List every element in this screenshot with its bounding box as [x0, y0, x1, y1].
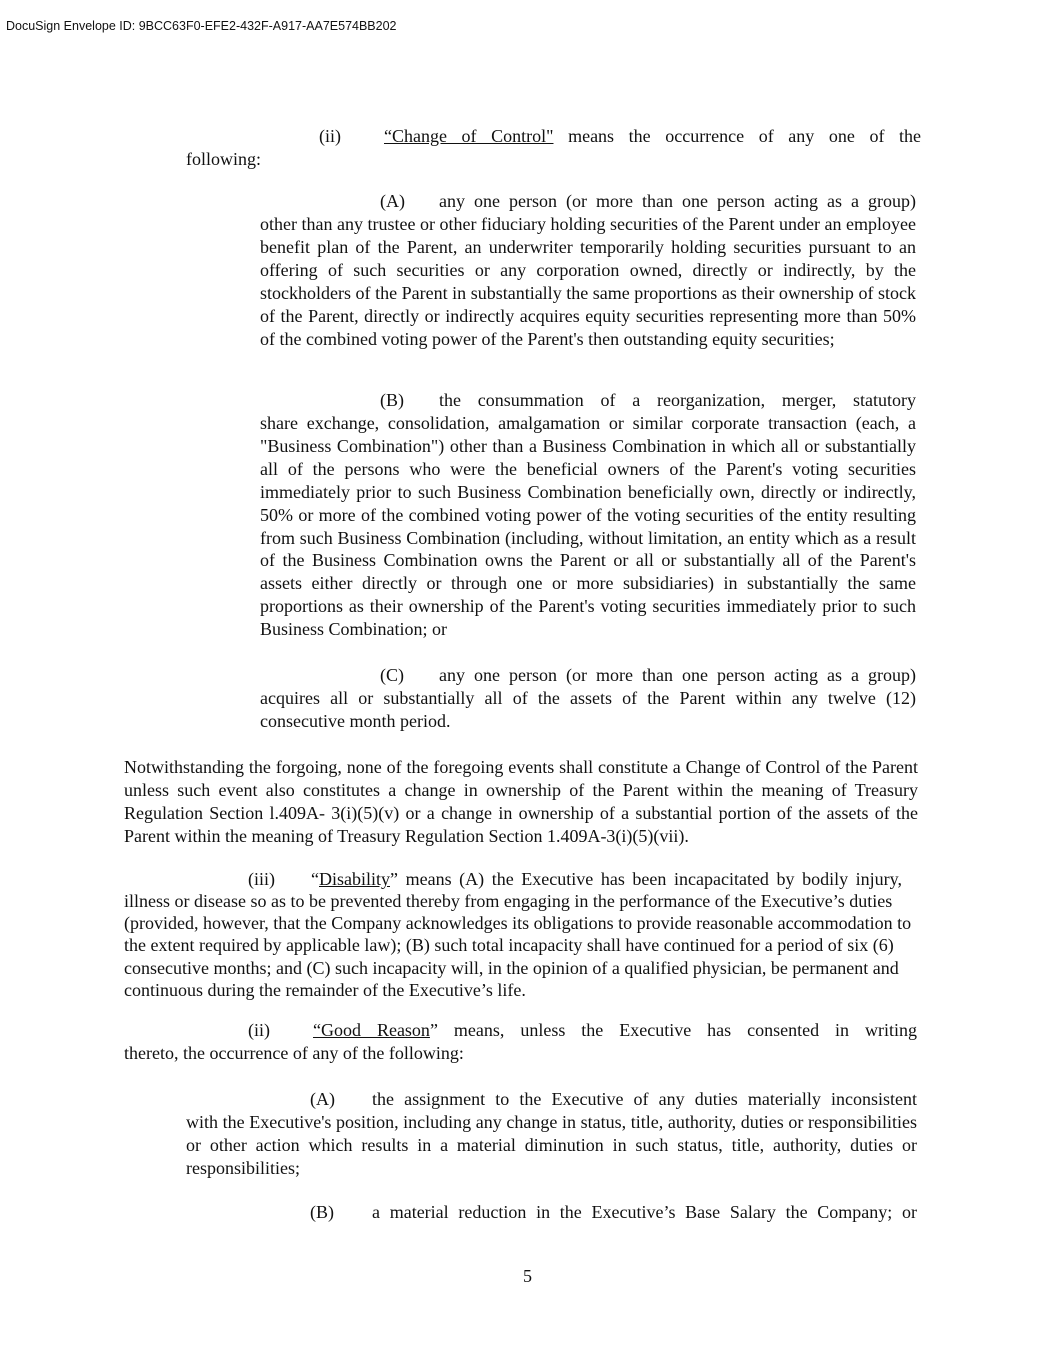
good-reason-clause-b: (B) a material reduction in the Executive’s Base Salary the Company; or	[310, 1202, 917, 1222]
clause-b-first-line: (B) the consummation of a reorganization, merger, statutory	[380, 390, 916, 410]
section-number: (ii)	[319, 126, 341, 146]
clause-c-body: acquires all or substantially all of the assets of the Parent within any twelve (12) consecutive month period.	[260, 688, 916, 731]
clause-label: (B)	[380, 390, 404, 410]
envelope-id: DocuSign Envelope ID: 9BCC63F0-EFE2-432F-A917-AA7E574BB202	[6, 19, 397, 33]
term-change-of-control: “Change of Control"	[384, 126, 554, 146]
section-number: (iii)	[248, 869, 275, 889]
good-reason-continuation: thereto, the occurrence of any of the following:	[124, 1043, 464, 1063]
clause-label: (A)	[380, 191, 405, 211]
section-number: (ii)	[248, 1020, 270, 1040]
good-reason-clause-a-first-line: (A) the assignment to the Executive of any duties materially inconsistent	[310, 1089, 917, 1109]
heading-line: “Change of Control" means the occurrence of any one of the	[384, 126, 922, 146]
clause-label: (A)	[310, 1089, 335, 1109]
clause-a-body: other than any trustee or other fiduciary holding securities of the Parent under an employee benefit plan of the Parent, an underwriter temporarily holding securities pursuant to an offering of such securities or any corporation owned, directly or indirectly, by the stockholders of the Parent in substantially the same proportions as their ownership of stock of the Parent, directly or indirectly acquires equity securities representing more than 50% of the combined voting power of the Parent's then outstanding equity securities;	[260, 214, 916, 349]
notwithstanding-paragraph: Notwithstanding the forgoing, none of the foregoing events shall constitute a Change of Control of the Parent unless such event also constitutes a change in ownership of the Parent within the meaning of Treasury Regulation Section l.409A- 3(i)(5)(v) or a change in ownership of a substantial portion of the assets of the Parent within the meaning of Treasury Regulation Section 1.409A-3(i)(5)(vii).	[124, 757, 918, 846]
term-good-reason: “Good Reason	[313, 1020, 430, 1040]
heading-line: “Disability” means (A) the Executive has been incapacitated by bodily injury,	[311, 869, 903, 889]
clause-a-first-line: (A) any one person (or more than one person acting as a group)	[380, 191, 916, 211]
page-number: 5	[523, 1266, 532, 1286]
good-reason-heading	[124, 1019, 917, 1044]
clause-label: (C)	[380, 665, 404, 685]
clause-b-body: share exchange, consolidation, amalgamation or similar corporate transaction (each, a "Business Combination") other than a Business Combination in which all or substantially all of the persons who were the beneficial owners of the Parent's voting securities immediately prior to such Business Combination beneficially own, directly or indirectly, 50% or more of the combined voting power of the voting securities of the entity resulting from such Business Combination (including, without limitation, an entity which as a result of the Business Combination owns the Parent or all or substantially all of the Parent's assets either directly or through one or more subsidiaries) in substantially the same proportions as their ownership of the Parent's voting securities immediately prior to such Business Combination; or	[260, 413, 916, 640]
heading-line: “Good Reason” means, unless the Executive has consented in writing	[313, 1020, 918, 1040]
clause-c-first-line: (C) any one person (or more than one person acting as a group)	[380, 665, 916, 685]
term-disability: Disability	[319, 869, 390, 889]
change-of-control-heading	[186, 125, 921, 150]
change-of-control-continuation: following:	[186, 149, 261, 169]
clause-label: (B)	[310, 1202, 334, 1222]
disability-body: illness or disease so as to be prevented thereby from engaging in the performance of the Executive’s duties (provided, however, that the Company acknowledges its obligations to provide reasonable accommodation to the extent required by applicable law); (B) such total incapacity shall have continued for a period of six (6) consecutive months; and (C) such incapacity will, in the opinion of a qualified physician, be permanent and continuous during the remainder of the Executive’s life.	[124, 891, 912, 1000]
good-reason-clause-a-body: with the Executive's position, including any change in status, title, authority, duties or responsibilities or other action which results in a material diminution in such status, title, authority, duties or responsibilities;	[186, 1112, 917, 1178]
